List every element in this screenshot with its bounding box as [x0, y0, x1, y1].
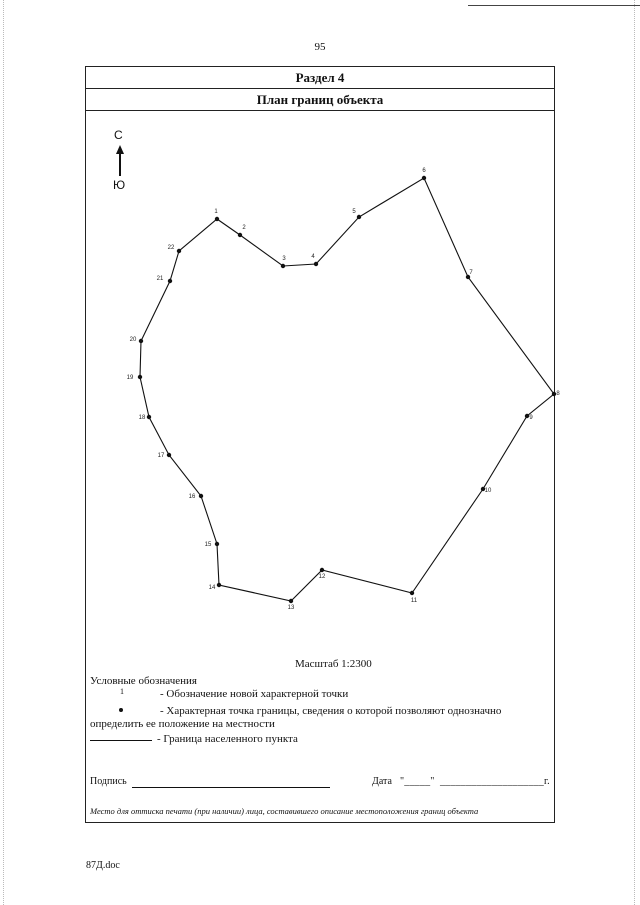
- boundary-point-2: [238, 233, 242, 237]
- boundary-point-15: [215, 542, 219, 546]
- legend-existing-point-icon: [119, 708, 123, 712]
- date-label: Дата: [372, 776, 392, 787]
- boundary-line: [140, 178, 554, 601]
- legend-new-point-text: - Обозначение новой характерной точки: [160, 688, 349, 700]
- compass-south-label: Ю: [113, 178, 126, 192]
- legend-existing-point-text-cont: определить ее положение на местности: [90, 718, 275, 730]
- legend-boundary-text: - Граница населенного пункта: [157, 733, 298, 745]
- boundary-point-label-17: 17: [157, 453, 165, 459]
- boundary-point-label-3: 3: [282, 256, 286, 262]
- boundary-point-13: [289, 599, 293, 603]
- boundary-point-label-8: 8: [556, 391, 560, 397]
- boundary-point-11: [410, 591, 414, 595]
- signature-line: [132, 787, 330, 788]
- legend-existing-point-text: - Характерная точка границы, сведения о которой позволяют однозначно: [160, 705, 502, 717]
- plan-title: План границ объекта: [86, 89, 554, 111]
- boundary-point-label-13: 13: [287, 605, 295, 611]
- boundary-map-svg: [86, 110, 560, 660]
- boundary-point-14: [217, 583, 221, 587]
- boundary-point-3: [281, 264, 285, 268]
- top-rule: [468, 5, 640, 6]
- boundary-point-label-10: 10: [484, 488, 492, 494]
- boundary-point-label-16: 16: [188, 494, 196, 500]
- boundary-point-label-6: 6: [422, 168, 426, 174]
- boundary-point-label-4: 4: [311, 254, 315, 260]
- boundary-map: [86, 110, 560, 660]
- boundary-point-label-15: 15: [204, 542, 212, 548]
- boundary-point-21: [168, 279, 172, 283]
- boundary-point-label-22: 22: [167, 245, 175, 251]
- boundary-point-1: [215, 217, 219, 221]
- legend-boundary-icon: [90, 740, 152, 741]
- boundary-point-label-14: 14: [208, 585, 216, 591]
- boundary-point-label-20: 20: [129, 337, 137, 343]
- boundary-point-17: [167, 453, 171, 457]
- boundary-point-label-2: 2: [242, 225, 246, 231]
- boundary-point-label-18: 18: [138, 415, 146, 421]
- boundary-point-4: [314, 262, 318, 266]
- boundary-point-label-11: 11: [410, 598, 418, 604]
- compass-north-label: С: [114, 128, 123, 142]
- map-scale: Масштаб 1:2300: [295, 658, 372, 670]
- boundary-point-label-12: 12: [318, 574, 326, 580]
- boundary-point-12: [320, 568, 324, 572]
- date-blank: "_____" ____________________г.: [400, 776, 550, 787]
- document-filename: 87Д.doc: [86, 860, 120, 871]
- legend-new-point-icon: 1: [120, 687, 124, 696]
- boundary-point-22: [177, 249, 181, 253]
- boundary-point-label-9: 9: [529, 415, 533, 421]
- boundary-point-20: [139, 339, 143, 343]
- legend-title: Условные обозначения: [90, 675, 197, 687]
- scan-edge-right: [634, 0, 635, 905]
- boundary-point-label-5: 5: [352, 209, 356, 215]
- boundary-point-label-7: 7: [469, 270, 473, 276]
- scan-edge-left: [3, 0, 4, 905]
- boundary-point-18: [147, 415, 151, 419]
- boundary-point-label-1: 1: [214, 209, 218, 215]
- boundary-point-19: [138, 375, 142, 379]
- page-number: 95: [314, 41, 326, 53]
- boundary-point-5: [357, 215, 361, 219]
- boundary-point-6: [422, 176, 426, 180]
- stamp-footnote: Место для оттиска печати (при наличии) лица, составившего описание местоположения границ объекта: [90, 806, 479, 816]
- boundary-point-16: [199, 494, 203, 498]
- signature-label: Подпись: [90, 776, 127, 787]
- boundary-point-label-21: 21: [156, 276, 164, 282]
- boundary-point-label-19: 19: [126, 375, 134, 381]
- section-title: Раздел 4: [86, 67, 554, 89]
